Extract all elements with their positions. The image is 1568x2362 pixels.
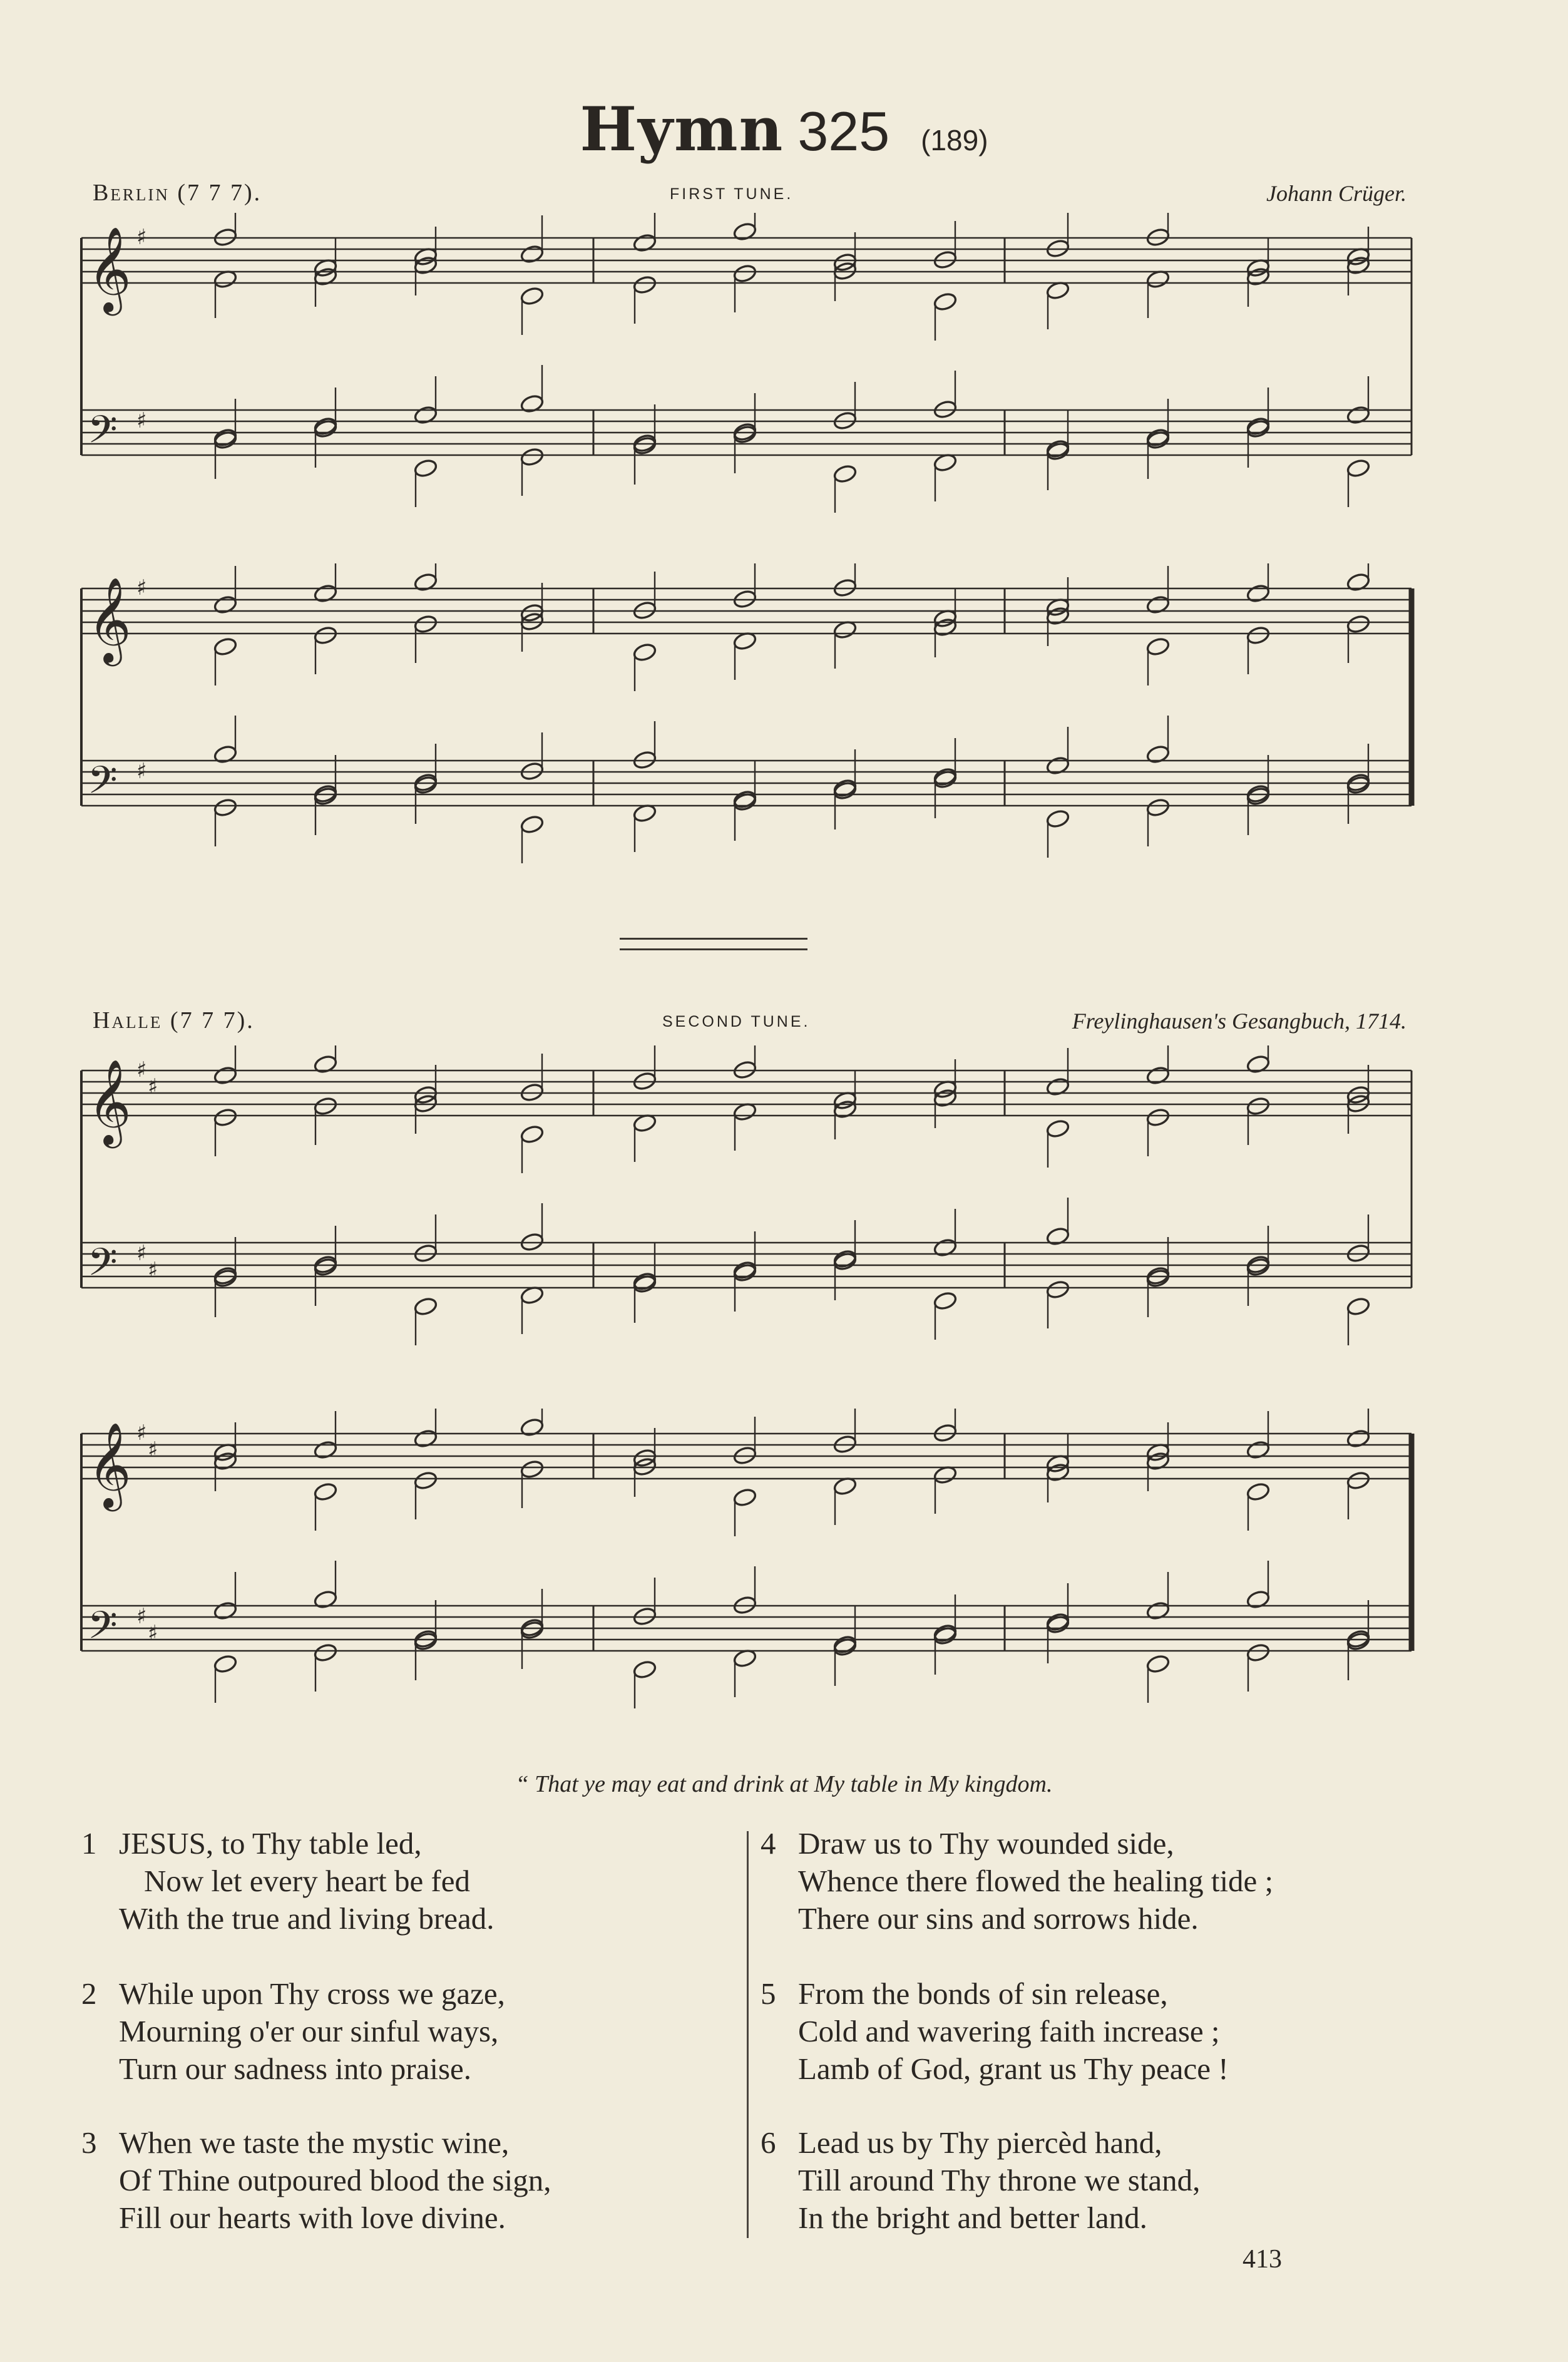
- sharp-icon: ♯: [136, 408, 147, 433]
- sharp-icon: ♯: [136, 1420, 147, 1445]
- note-head: [1045, 1226, 1070, 1246]
- note-head: [1045, 756, 1070, 776]
- note-head: [213, 1065, 237, 1086]
- note-head: [413, 1429, 438, 1449]
- sharp-icon: ♯: [148, 1621, 158, 1646]
- note-head: [1145, 1601, 1170, 1621]
- note-head: [1346, 1429, 1370, 1449]
- note-head: [1246, 1054, 1270, 1074]
- sharp-icon: ♯: [148, 1258, 158, 1283]
- note-head: [413, 614, 438, 634]
- hymn-title: [0, 94, 1568, 165]
- treble-clef-icon: 𝄞: [88, 576, 131, 662]
- music-system-3: [0, 1045, 1568, 1371]
- note-head: [933, 1238, 957, 1258]
- note-head: [213, 1107, 237, 1127]
- note-head: [1145, 637, 1170, 657]
- first-tune-label: FIRST TUNE.: [670, 185, 794, 203]
- scripture-quote: “ That ye may eat and drink at My table in My kingdom.: [515, 1771, 1053, 1797]
- note-head: [1145, 1065, 1170, 1086]
- note-head: [1145, 595, 1170, 615]
- hymn-word: Hymn: [580, 94, 784, 165]
- note-head: [313, 1643, 337, 1663]
- note-head: [1145, 1107, 1170, 1127]
- sharp-icon: ♯: [136, 1057, 147, 1082]
- column-divider: [747, 1831, 749, 2238]
- note-head: [313, 1482, 337, 1502]
- bass-clef-icon: 𝄢: [88, 1240, 118, 1294]
- note-head: [1246, 625, 1270, 645]
- note-head: [313, 1096, 337, 1116]
- note-head: [1346, 614, 1370, 634]
- note-head: [1045, 809, 1070, 829]
- note-head: [933, 1291, 957, 1311]
- note-head: [313, 583, 337, 603]
- page-number: 413: [1243, 2245, 1282, 2274]
- second-tune-label: SECOND TUNE.: [662, 1013, 811, 1030]
- verse-line: Turn our sadness into praise.: [119, 2051, 472, 2086]
- note-head: [1145, 798, 1170, 818]
- sharp-icon: ♯: [136, 759, 147, 784]
- verse-line: Whence there flowed the healing tide ;: [798, 1864, 1274, 1898]
- note-head: [1045, 1077, 1070, 1097]
- verse-5: [761, 1975, 1424, 2094]
- verse-line: Lead us by Thy piercèd hand,: [798, 2125, 1162, 2160]
- note-head: [1145, 744, 1170, 764]
- note-head: [213, 595, 237, 615]
- verse-line: There our sins and sorrows hide.: [798, 1901, 1199, 1936]
- first-tune-name: Berlin (7 7 7).: [93, 180, 262, 206]
- verse-line: In the bright and better land.: [798, 2200, 1147, 2235]
- verse-line: Cold and wavering faith increase ;: [798, 2014, 1220, 2048]
- note-head: [520, 1124, 544, 1144]
- verse-number: 6: [761, 2125, 776, 2160]
- sharp-icon: ♯: [136, 225, 147, 250]
- note-head: [313, 625, 337, 645]
- verse-number: 4: [761, 1826, 776, 1861]
- note-head: [313, 1589, 337, 1610]
- verse-number: 5: [761, 1976, 776, 2011]
- treble-clef-icon: 𝄞: [88, 1058, 131, 1144]
- note-head: [213, 798, 237, 818]
- note-head: [732, 222, 757, 242]
- note-head: [632, 275, 657, 295]
- verse-6: [761, 2124, 1424, 2243]
- bass-clef-icon: 𝄢: [88, 1603, 118, 1657]
- note-head: [413, 1297, 438, 1317]
- second-tune-name: Halle (7 7 7).: [93, 1007, 255, 1034]
- note-head: [1246, 583, 1270, 603]
- note-head: [1346, 572, 1370, 592]
- section-divider: [620, 938, 807, 950]
- note-head: [1346, 458, 1370, 478]
- verse-line: Till around Thy throne we stand,: [798, 2163, 1201, 2197]
- note-head: [1246, 1096, 1270, 1116]
- note-head: [413, 572, 438, 592]
- note-head: [520, 244, 544, 264]
- verse-line: JESUS, to Thy table led,: [119, 1826, 422, 1861]
- verse-number: 2: [81, 1976, 97, 2011]
- sharp-icon: ♯: [136, 575, 147, 600]
- note-head: [520, 1459, 544, 1479]
- note-head: [313, 1440, 337, 1460]
- alternate-number: (189): [921, 124, 988, 157]
- note-head: [1246, 1643, 1270, 1663]
- verse-number: 1: [81, 1826, 97, 1861]
- bass-clef-icon: 𝄢: [88, 408, 118, 461]
- note-head: [1346, 405, 1370, 425]
- verse-line: Lamb of God, grant us Thy peace !: [798, 2051, 1229, 2086]
- note-head: [1045, 1119, 1070, 1139]
- note-head: [833, 464, 857, 484]
- verse-1: [81, 1825, 707, 1944]
- note-head: [1346, 1471, 1370, 1491]
- bass-clef-icon: 𝄢: [88, 758, 118, 812]
- treble-clef-icon: 𝄞: [88, 225, 131, 312]
- second-tune-composer: Freylinghausen's Gesangbuch, 1714.: [1072, 1009, 1407, 1034]
- note-head: [1346, 1297, 1370, 1317]
- verse-line: With the true and living bread.: [119, 1901, 494, 1936]
- music-system-4: [0, 1409, 1568, 1734]
- note-head: [1246, 1589, 1270, 1610]
- verse-line: Fill our hearts with love divine.: [119, 2200, 506, 2235]
- verse-line: Mourning o'er our sinful ways,: [119, 2014, 499, 2048]
- first-tune-composer: Johann Crüger.: [1266, 181, 1407, 206]
- music-system-1: [0, 213, 1568, 538]
- hymn-number: 325: [797, 100, 890, 162]
- sharp-icon: ♯: [148, 1437, 158, 1462]
- note-head: [732, 264, 757, 284]
- note-head: [520, 286, 544, 306]
- verse-number: 3: [81, 2125, 97, 2160]
- note-head: [1045, 1280, 1070, 1300]
- note-head: [520, 1417, 544, 1437]
- note-head: [213, 744, 237, 764]
- verse-line: From the bonds of sin release,: [798, 1976, 1168, 2011]
- note-head: [1145, 1654, 1170, 1674]
- sharp-icon: ♯: [136, 1241, 147, 1266]
- music-system-2: [0, 563, 1568, 889]
- note-head: [1246, 1440, 1270, 1460]
- note-head: [632, 642, 657, 662]
- verse-2: [81, 1975, 707, 2094]
- note-head: [213, 637, 237, 657]
- note-head: [413, 1471, 438, 1491]
- note-head: [732, 1487, 757, 1507]
- note-head: [413, 405, 438, 425]
- verse-4: [761, 1825, 1424, 1944]
- note-head: [933, 292, 957, 312]
- verse-line: Draw us to Thy wounded side,: [798, 1826, 1174, 1861]
- sharp-icon: ♯: [136, 1604, 147, 1629]
- note-head: [413, 458, 438, 478]
- note-head: [632, 233, 657, 253]
- treble-clef-icon: 𝄞: [88, 1421, 131, 1507]
- verse-3: [81, 2124, 707, 2243]
- note-head: [520, 814, 544, 834]
- note-head: [213, 1601, 237, 1621]
- note-head: [213, 1654, 237, 1674]
- note-head: [313, 1054, 337, 1074]
- note-head: [1246, 1482, 1270, 1502]
- note-head: [520, 394, 544, 414]
- verse-line: When we taste the mystic wine,: [119, 2125, 510, 2160]
- sharp-icon: ♯: [148, 1074, 158, 1099]
- verse-line: Now let every heart be fed: [144, 1864, 471, 1898]
- verse-line: Of Thine outpoured blood the sign,: [119, 2163, 551, 2197]
- note-head: [520, 447, 544, 467]
- note-head: [632, 1660, 657, 1680]
- verse-line: While upon Thy cross we gaze,: [119, 1976, 505, 2011]
